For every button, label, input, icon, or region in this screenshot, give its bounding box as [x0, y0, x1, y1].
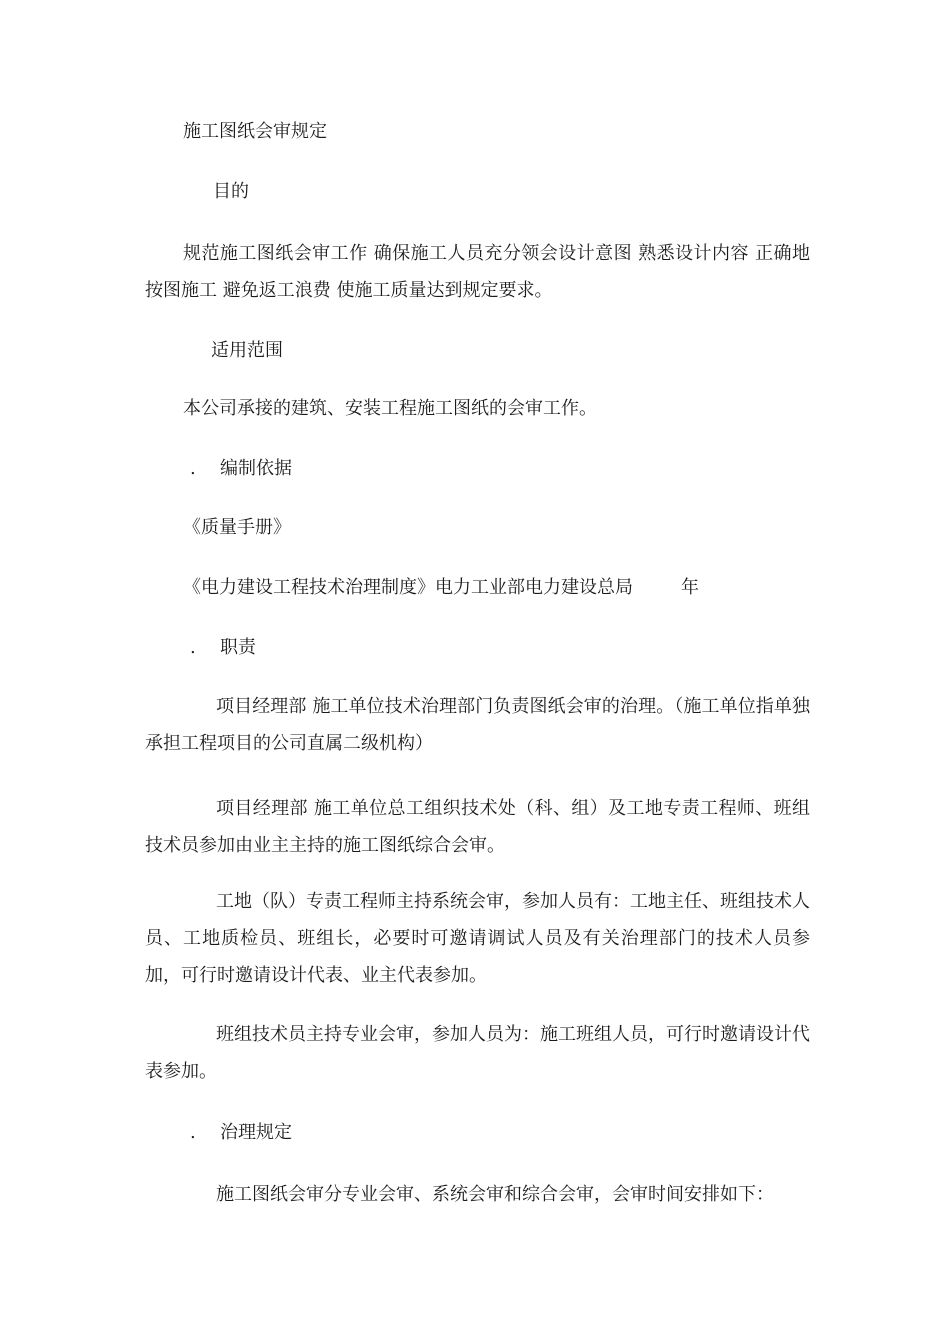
duties-paragraph-4: 班组技术员主持专业会审，参加人员为：施工班组人员，可行时邀请设计代表参加。: [145, 1024, 810, 1082]
scope-body: 本公司承接的建筑、安装工程施工图纸的会审工作。: [183, 398, 597, 419]
duties-heading-row: [190, 636, 256, 660]
duties-paragraph-2: 项目经理部 施工单位总工组织技术处（科、组）及工地专责工程师、班组技术员参加由业主主持的施工图纸综合会审。: [145, 798, 810, 856]
basis-marker: .: [190, 458, 196, 479]
management-heading-row: [190, 1121, 292, 1145]
management-heading: 治理规定: [220, 1122, 292, 1143]
duties-paragraph-3: 工地（队）专责工程师主持系统会审，参加人员有：工地主任、班组技术人员、工地质检员、班组长，必要时可邀请调试人员及有关治理部门的技术人员参加，可行时邀请设计代表、业主代表参加。: [145, 891, 810, 986]
basis-item-text: 《电力建设工程技术治理制度》电力工业部电力建设总局: [183, 577, 633, 598]
document-title: 施工图纸会审规定: [183, 121, 327, 142]
duties-paragraph-1: 项目经理部 施工单位技术治理部门负责图纸会审的治理。（施工单位指单独承担工程项目的公司直属二级机构）: [145, 696, 810, 754]
scope-heading: 适用范围: [211, 340, 283, 361]
purpose-body: 规范施工图纸会审工作 确保施工人员充分领会设计意图 熟悉设计内容 正确地按图施工 避免返工浪费 使施工质量达到规定要求。: [145, 243, 810, 301]
basis-heading-row: [190, 457, 292, 481]
duties-marker: .: [190, 637, 196, 658]
basis-item-year: 年: [681, 577, 699, 598]
management-marker: .: [190, 1122, 196, 1143]
purpose-heading: 目的: [213, 181, 249, 202]
duties-heading: 职责: [220, 637, 256, 658]
basis-item-quality-manual: 《质量手册》: [183, 517, 291, 538]
basis-heading: 编制依据: [220, 458, 292, 479]
basis-item-technical-rules: [183, 576, 699, 600]
management-body: 施工图纸会审分专业会审、系统会审和综合会审，会审时间安排如下：: [216, 1184, 774, 1205]
